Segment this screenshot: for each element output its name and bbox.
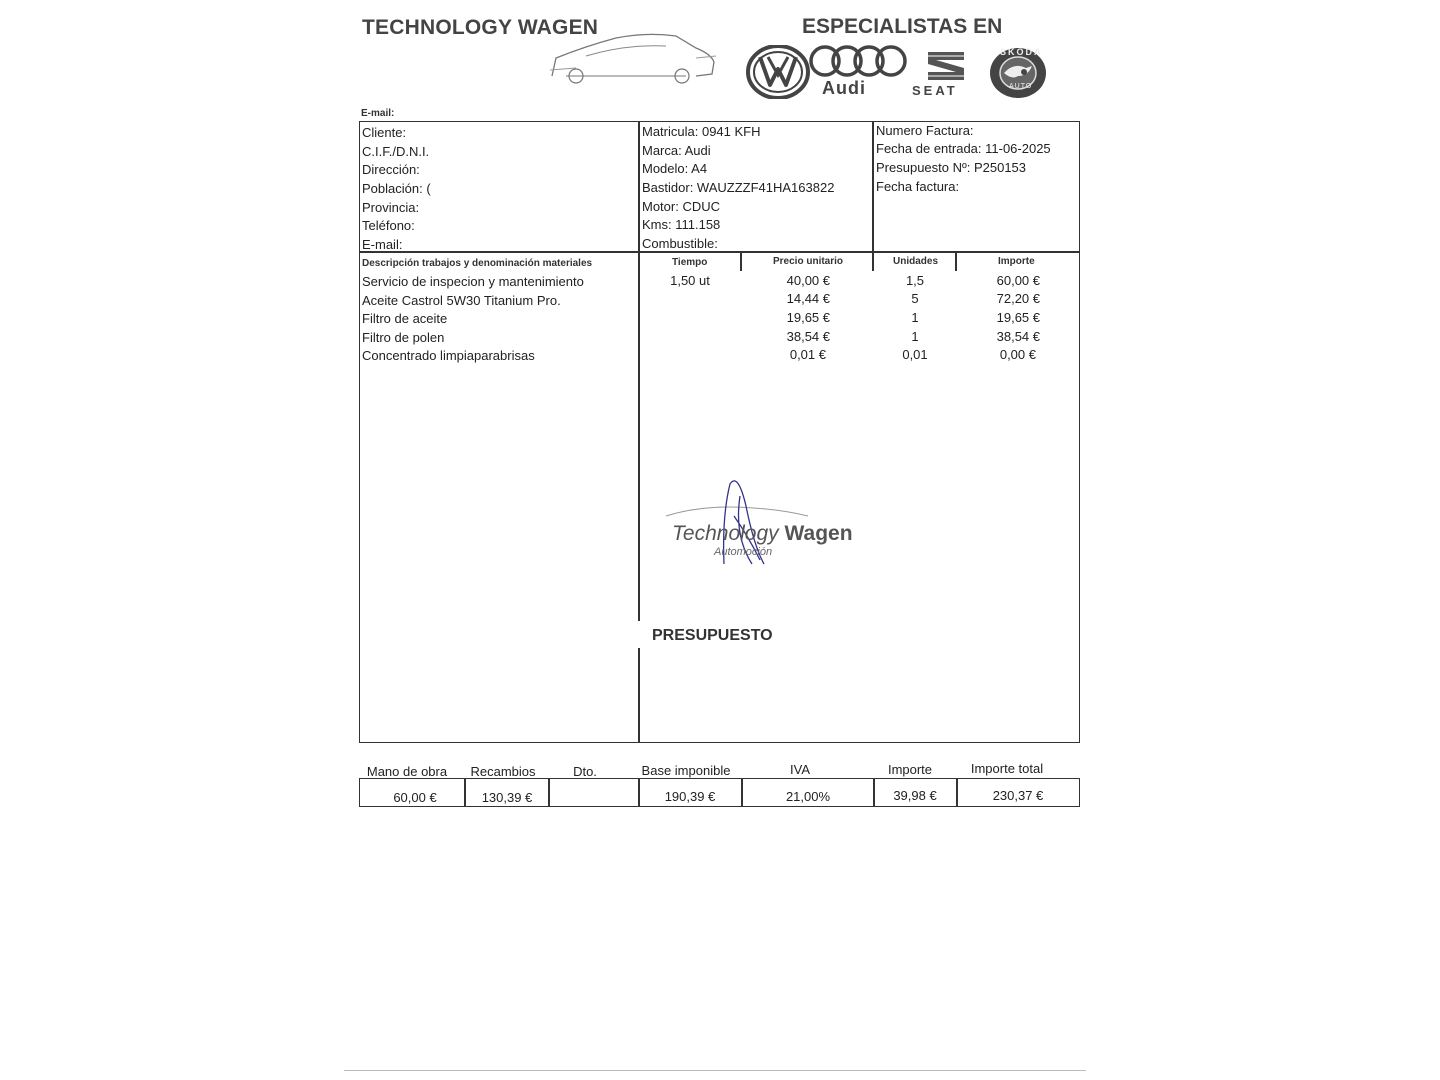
- vehicle-plate: Matricula: 0941 KFH: [642, 124, 761, 139]
- row-amount: 19,65 €: [996, 310, 1040, 325]
- document-type: PRESUPUESTO: [652, 627, 773, 644]
- vehicle-model: Modelo: A4: [642, 161, 708, 176]
- invoice-number-label: Numero Factura:: [876, 123, 974, 138]
- row-description: Aceite Castrol 5W30 Titanium Pro.: [362, 293, 561, 308]
- row-unit-price: 19,65 €: [786, 310, 830, 325]
- client-address-label: Dirección:: [362, 162, 420, 177]
- row-units: 1: [911, 329, 919, 344]
- vehicle-engine: Motor: CDUC: [642, 199, 721, 214]
- invoice-frame: [359, 121, 1080, 743]
- client-phone-label: Teléfono:: [362, 218, 415, 233]
- company-stamp: [672, 522, 853, 546]
- car-sketch-icon: [546, 28, 718, 84]
- total-taxable-base: 190,39 €: [664, 789, 716, 804]
- col-divider-precio: [872, 252, 874, 271]
- company-title: TECHNOLOGY WAGEN: [362, 16, 599, 39]
- row-description: Concentrado limpiaparabrisas: [362, 348, 535, 363]
- company-stamp-sub: Automoción: [714, 546, 773, 558]
- client-email-label: E-mail:: [362, 237, 403, 252]
- total-header-vat: IVA: [790, 762, 810, 777]
- specialists-title: ESPECIALISTAS EN: [802, 15, 1003, 38]
- total-header-amount: Importe: [887, 762, 933, 777]
- col-divider-tiempo: [740, 252, 742, 271]
- seat-logo-icon: [924, 48, 968, 84]
- client-name-label: Cliente:: [362, 125, 407, 140]
- audi-wordmark: Audi: [822, 78, 866, 98]
- client-town-label: Población: (: [362, 181, 431, 196]
- vehicle-make: Marca: Audi: [642, 143, 711, 158]
- vehicle-fuel: Combustible:: [642, 236, 718, 251]
- vehicle-vin: Bastidor: WAUZZZF41HA163822: [642, 180, 835, 195]
- header-email-label: E-mail:: [361, 108, 395, 119]
- col-header-amount: Importe: [998, 256, 1035, 267]
- stamp-name-b: Wagen: [784, 522, 853, 545]
- row-description: Servicio de inspecion y mantenimiento: [362, 274, 584, 289]
- row-amount: 72,20 €: [996, 291, 1040, 306]
- skoda-wordmark: SKODA: [1000, 47, 1043, 57]
- row-unit-price: 40,00 €: [786, 273, 830, 288]
- col-header-unit-price: Precio unitario: [773, 256, 844, 267]
- total-header-taxable-base: Base imponible: [641, 763, 731, 778]
- row-time: 1,50 ut: [670, 273, 710, 288]
- total-parts: 130,39 €: [481, 790, 533, 805]
- total-header-grand-total: Importe total: [970, 761, 1044, 776]
- total-header-labour: Mano de obra: [366, 764, 448, 779]
- left-column-divider: [638, 121, 640, 621]
- row-amount: 60,00 €: [996, 273, 1040, 288]
- totals-divider: [873, 779, 875, 807]
- stamp-name-a: Technology: [672, 522, 779, 545]
- total-labour: 60,00 €: [393, 790, 437, 805]
- total-header-discount: Dto.: [573, 764, 597, 779]
- row-unit-price: 0,01 €: [789, 347, 826, 362]
- invoice-date-label: Fecha factura:: [876, 179, 960, 194]
- row-description: Filtro de aceite: [362, 311, 448, 326]
- skoda-sub-wordmark: AUTO: [1009, 83, 1033, 90]
- total-header-parts: Recambios: [470, 764, 536, 779]
- audi-rings-icon: [808, 44, 910, 78]
- col-divider-unidades: [955, 252, 957, 271]
- row-units: 0,01: [902, 347, 928, 362]
- row-units: 1: [911, 310, 919, 325]
- col-header-description: Descripción trabajos y denominación materiales: [362, 258, 593, 269]
- totals-divider: [741, 779, 743, 807]
- entry-date: Fecha de entrada: 11-06-2025: [876, 141, 1051, 156]
- row-description: Filtro de polen: [362, 330, 445, 345]
- totals-divider: [956, 779, 958, 807]
- totals-divider: [464, 779, 466, 807]
- estimate-number: Presupuesto Nº: P250153: [876, 160, 1027, 175]
- header-divider: [359, 251, 1080, 253]
- client-cif-label: C.I.F./D.N.I.: [362, 144, 430, 159]
- total-grand: 230,37 €: [992, 788, 1044, 803]
- row-units: 1,5: [905, 273, 925, 288]
- seat-wordmark: SEAT: [912, 83, 958, 98]
- row-amount: 0,00 €: [999, 347, 1036, 362]
- vehicle-mileage: Kms: 111.158: [642, 217, 721, 232]
- totals-divider: [548, 779, 550, 807]
- totals-divider: [638, 779, 640, 807]
- page-bottom-edge: [344, 1070, 1086, 1071]
- row-units: 5: [911, 291, 919, 306]
- col-header-time: Tiempo: [672, 257, 708, 268]
- col-header-units: Unidades: [893, 256, 939, 267]
- right-column-divider: [872, 121, 874, 252]
- total-vat-rate: 21,00%: [785, 789, 831, 804]
- left-column-divider-lower: [638, 648, 640, 742]
- row-unit-price: 14,44 €: [786, 291, 830, 306]
- row-amount: 38,54 €: [996, 329, 1040, 344]
- total-vat-amount: 39,98 €: [893, 788, 937, 803]
- row-unit-price: 38,54 €: [786, 329, 830, 344]
- vw-logo-icon: [746, 45, 810, 99]
- client-province-label: Provincia:: [362, 200, 420, 215]
